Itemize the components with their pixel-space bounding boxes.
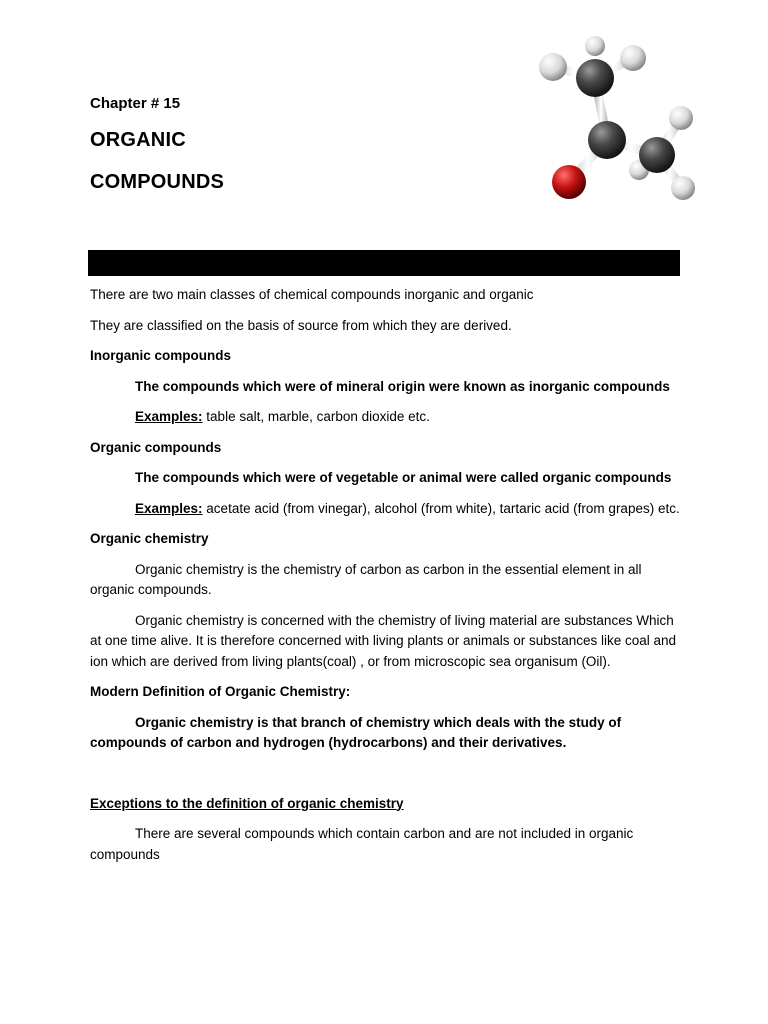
exceptions-heading: Exceptions to the definition of organic chemistry bbox=[90, 795, 404, 811]
inorganic-heading: Inorganic compounds bbox=[90, 348, 232, 363]
section-divider-bar bbox=[88, 250, 680, 276]
molecule-icon bbox=[505, 30, 755, 220]
oxygen-atom-icon bbox=[552, 165, 586, 199]
hydrogen-atom-icon bbox=[585, 36, 605, 56]
hydrogen-atom-icon bbox=[620, 45, 646, 71]
organic-examples bbox=[90, 499, 680, 520]
examples-label: Examples: bbox=[135, 500, 203, 516]
examples-label: Examples: bbox=[135, 409, 203, 424]
hydrogen-atom-icon bbox=[671, 176, 695, 200]
organic-chemistry-heading: Organic chemistry bbox=[90, 531, 209, 546]
chapter-number: Chapter # 15 bbox=[90, 95, 181, 112]
title-line-1: ORGANIC bbox=[90, 129, 186, 151]
hydrogen-atom-icon bbox=[669, 106, 693, 130]
exceptions-paragraph: There are several compounds which contain carbon and are not included in organic compounds bbox=[90, 826, 634, 862]
carbon-atom-icon bbox=[588, 121, 626, 159]
carbon-atom-icon bbox=[576, 59, 614, 97]
classification-paragraph: They are classified on the basis of source from which they are derived. bbox=[90, 317, 512, 333]
carbon-atom-icon bbox=[639, 137, 675, 173]
organic-chemistry-paragraph-2: Organic chemistry is concerned with the chemistry of living material are substances Which at one time alive. It is therefore concerned with living plants or animals or substances like coal and ion which are derived from living plants(coal) , or from microscopic sea organisum (Oil). bbox=[90, 612, 677, 669]
title-line-2: COMPOUNDS bbox=[90, 171, 225, 193]
organic-chemistry-paragraph-1: Organic chemistry is the chemistry of carbon as carbon in the essential element in all organic compounds. bbox=[90, 561, 642, 597]
hydrogen-atom-icon bbox=[539, 53, 567, 81]
document-body bbox=[90, 285, 680, 865]
organic-heading: Organic compounds bbox=[90, 439, 222, 455]
inorganic-definition: The compounds which were of mineral origin were known as inorganic compounds bbox=[135, 378, 670, 394]
examples-text: acetate acid (from vinegar), alcohol (from white), tartaric acid (from grapes) etc. bbox=[202, 500, 680, 516]
organic-definition: The compounds which were of vegetable or animal were called organic compounds bbox=[135, 470, 672, 485]
examples-text: table salt, marble, carbon dioxide etc. bbox=[202, 409, 430, 424]
modern-definition-text: Organic chemistry is that branch of chemistry which deals with the study of compounds of carbon and hydrogen (hydrocarbons) and their derivatives. bbox=[90, 714, 622, 750]
inorganic-examples bbox=[90, 407, 680, 428]
modern-definition-heading: Modern Definition of Organic Chemistry: bbox=[90, 684, 351, 699]
intro-paragraph: There are two main classes of chemical compounds inorganic and organic bbox=[90, 287, 534, 302]
